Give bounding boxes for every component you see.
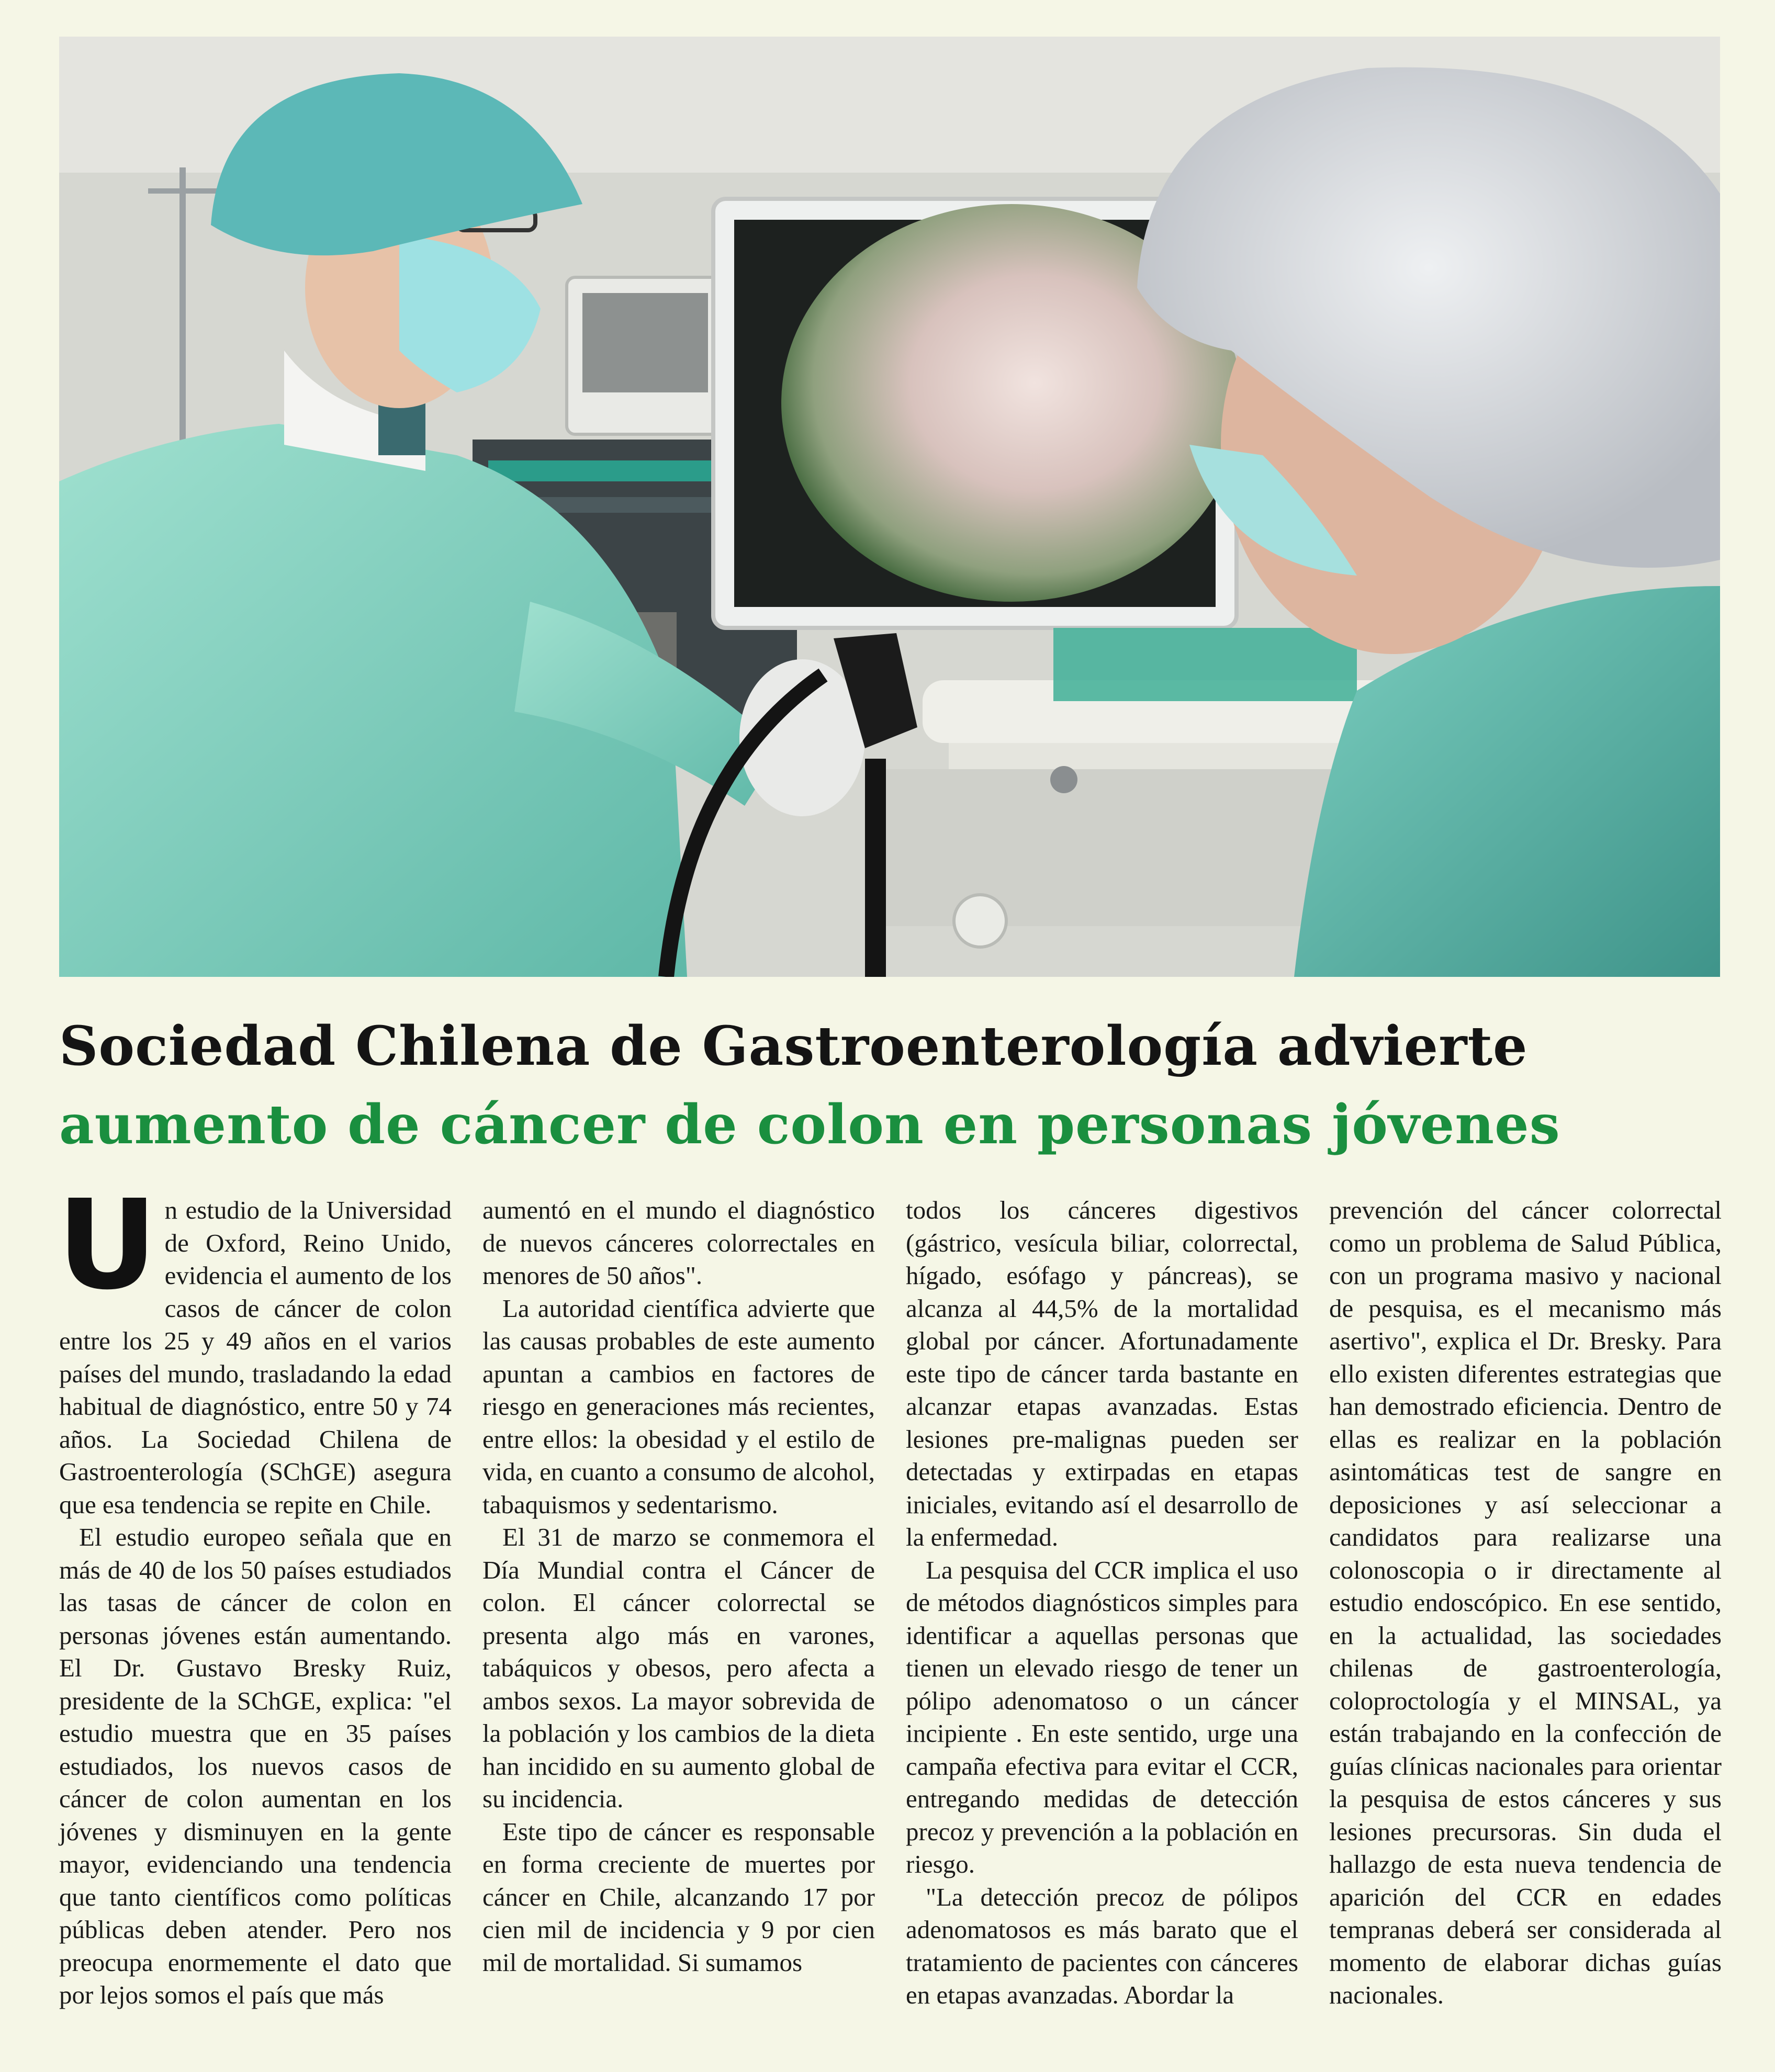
article-headline: [59, 1007, 1720, 1164]
article-column-1: [57, 1173, 452, 2012]
article-column-3: [906, 1194, 1298, 2012]
headline-line-1: Sociedad Chilena de Gastroenterología advierte: [59, 1015, 1528, 1078]
paragraph: "La detección precoz de pólipos adenomatosos es más barato que el tratamiento de pacientes con cánceres en etapas avanzadas. Abordar la: [906, 1882, 1298, 2009]
paragraph: aumentó en el mundo el diagnóstico de nuevos cánceres colorrectales en menores de 50 años".: [482, 1196, 875, 1290]
endoscopy-procedure-photo: [59, 37, 1720, 977]
paragraph: n estudio de la Universidad de Oxford, Reino Unido, evidencia el aumento de los casos de cáncer de colon entre los 25 y 49 años en el varios países del mundo, trasladando la edad habitual de diagnóstico, entre 50 y 74 años. La Sociedad Chilena de Gastroenterología (SChGE) asegura que esa tendencia se repite en Chile.: [59, 1196, 452, 1519]
drop-cap: U: [57, 1173, 158, 1317]
article-photo: [59, 37, 1720, 977]
paragraph: La autoridad científica advierte que las causas probables de este aumento apuntan a cambios en factores de riesgo en generaciones más recientes, entre ellos: la obesidad y el estilo de vida, en cuanto a consumo de alcohol, tabaquismos y sedentarismo.: [482, 1293, 875, 1519]
article-column-2: [482, 1194, 875, 1979]
article-column-4: [1329, 1194, 1722, 2012]
paragraph: prevención del cáncer colorrectal como un problema de Salud Pública, con un programa masivo y nacional de pesquisa, es el mecanismo más asertivo", explica el Dr. Bresky. Para ello existen diferentes estrategias que han demostrado eficiencia. Dentro de ellas es realizar en la población asintomáticas test de sangre en deposiciones y así seleccionar a candidatos para realizarse una colonoscopia o ir directamente al estudio endoscópico. En ese sentido, en la actualidad, las sociedades chilenas de gastroenterología, coloproctología y el MINSAL, ya están trabajando en la confección de guías clínicas nacionales para orientar la pesquisa de estos cánceres y sus lesiones precursoras. Sin duda el hallazgo de esta nueva tendencia de aparición del CCR en edades tempranas deberá ser considerada al momento de elaborar dichas guías nacionales.: [1329, 1196, 1722, 2009]
paragraph: El estudio europeo señala que en más de 40 de los 50 países estudiados las tasas de cáncer de colon en personas jóvenes están aumentando. El Dr. Gustavo Bresky Ruiz, presidente de la SChGE, explica: "el estudio muestra que en 35 países estudiados, los nuevos casos de cáncer de colon aumentan en los jóvenes y disminuyen en la gente mayor, evidenciando una tendencia que tanto científicos como políticas públicas deben atender. Pero nos preocupa enormemente el dato que por lejos somos el país que más: [59, 1523, 452, 2009]
paragraph: El 31 de marzo se conmemora el Día Mundial contra el Cáncer de colon. El cáncer colorrectal se presenta algo más en varones, tabáquicos y obesos, pero afecta a ambos sexos. La mayor sobrevida de la población y los cambios de la dieta han incidido en su aumento global de su incidencia.: [482, 1523, 875, 1813]
paragraph: todos los cánceres digestivos (gástrico, vesícula biliar, colorrectal, hígado, esófago y páncreas), se alcanza al 44,5% de la mortalidad global por cáncer. Afortunadamente este tipo de cáncer tarda bastante en alcanzar etapas avanzadas. Estas lesiones pre-malignas pueden ser detectadas y extirpadas en etapas iniciales, evitando así el desarrollo de la enfermedad.: [906, 1196, 1298, 1551]
paragraph: Este tipo de cáncer es responsable en forma creciente de muertes por cáncer en Chile, alcanzando 17 por cien mil de incidencia y 9 por cien mil de mortalidad. Si sumamos: [482, 1817, 875, 1977]
headline-line-2: aumento de cáncer de colon en personas jóvenes: [59, 1093, 1560, 1156]
paragraph: La pesquisa del CCR implica el uso de métodos diagnósticos simples para identificar a aquellas personas que tienen un elevado riesgo de tener un pólipo adenomatoso o un cáncer incipiente . En este sentido, urge una campaña efectiva para evitar el CCR, entregando medidas de detección precoz y prevención a la población en riesgo.: [906, 1555, 1298, 1878]
